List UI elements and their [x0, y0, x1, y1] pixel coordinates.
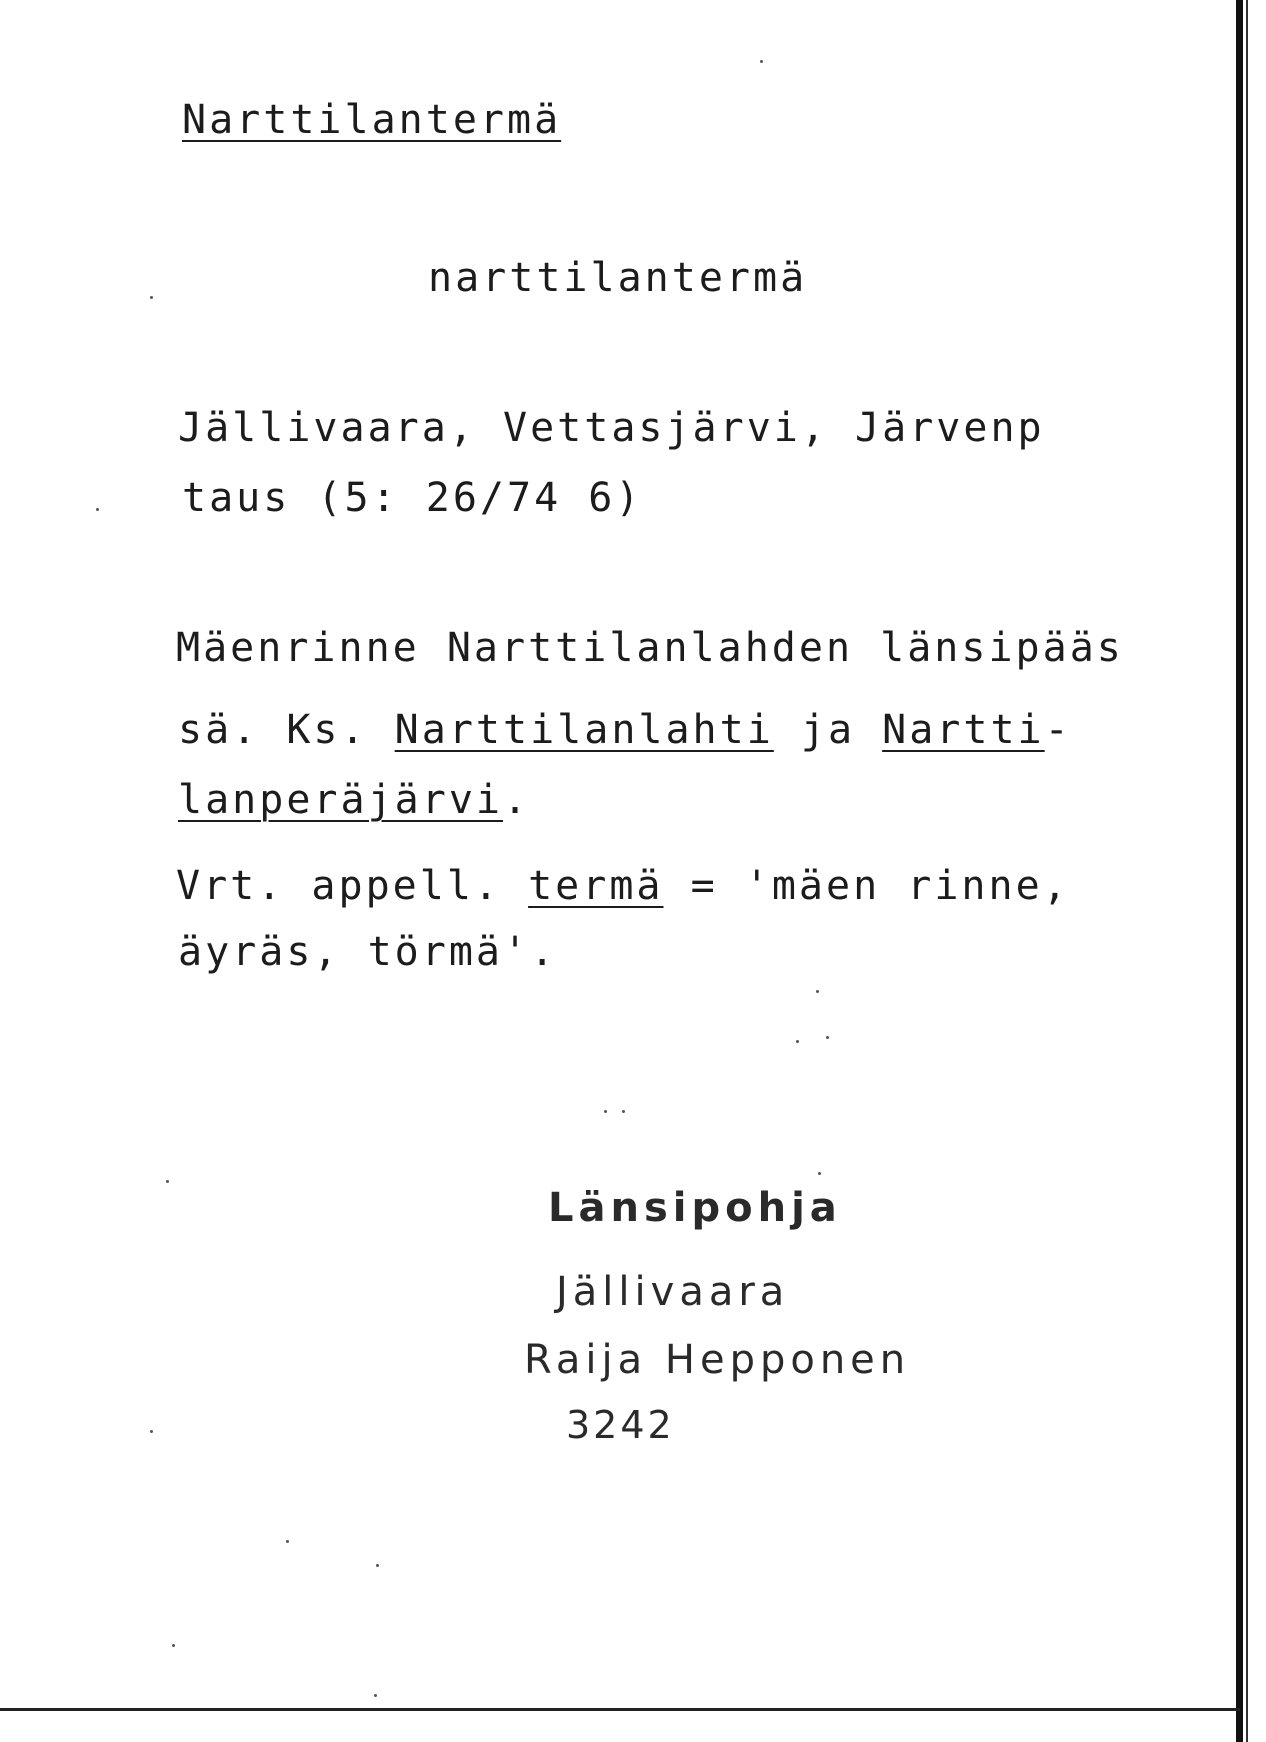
speck	[796, 1040, 799, 1043]
description-line-4-suffix: = 'mäen rinne,	[663, 863, 1070, 909]
stamp-parish: Jällivaara	[556, 1269, 790, 1315]
headword: narttilantermä	[428, 255, 808, 301]
speck	[166, 1180, 169, 1183]
cross-reference-lanperajarvi: lanperäjärvi	[178, 777, 503, 823]
cross-reference-nartti: Nartti	[882, 707, 1045, 753]
cross-reference-narttilanlahti: Narttilanlahti	[394, 707, 774, 753]
stamp-collector: Raija Hepponen	[524, 1337, 911, 1383]
card-bottom-border	[0, 1708, 1240, 1711]
description-line-2	[178, 707, 1072, 753]
description-line-5: äyräs, törmä'.	[178, 929, 558, 975]
speck	[150, 296, 153, 299]
speck	[604, 1110, 607, 1113]
speck	[622, 1110, 625, 1113]
speck	[96, 508, 99, 511]
appellative-terma: termä	[528, 863, 664, 909]
location-line-1: Jällivaara, Vettasjärvi, Järvenp	[178, 405, 1045, 451]
card-right-border	[1236, 0, 1243, 1742]
description-line-4	[176, 863, 1070, 909]
speck	[150, 1430, 153, 1433]
description-line-2-prefix: sä. Ks.	[178, 707, 395, 753]
card-right-border-shadow	[1246, 0, 1248, 1742]
description-line-1: Mäenrinne Narttilanlahden länsipääs	[176, 625, 1124, 671]
description-line-2-middle: ja	[773, 707, 883, 753]
description-line-3	[178, 777, 531, 823]
card-title: Narttilantermä	[182, 97, 562, 143]
speck	[826, 1036, 829, 1039]
speck	[172, 1644, 175, 1647]
speck	[760, 60, 763, 63]
description-line-2-suffix: -	[1044, 707, 1072, 753]
stamp-number: 3242	[566, 1403, 675, 1447]
location-line-2: taus (5: 26/74 6)	[182, 475, 643, 521]
stamp-region: Länsipohja	[548, 1185, 842, 1231]
speck	[818, 1172, 821, 1175]
speck	[374, 1694, 377, 1697]
description-line-4-prefix: Vrt. appell.	[176, 863, 529, 909]
speck	[376, 1564, 379, 1567]
speck	[816, 990, 819, 993]
description-line-3-suffix: .	[502, 777, 531, 823]
speck	[286, 1540, 289, 1543]
